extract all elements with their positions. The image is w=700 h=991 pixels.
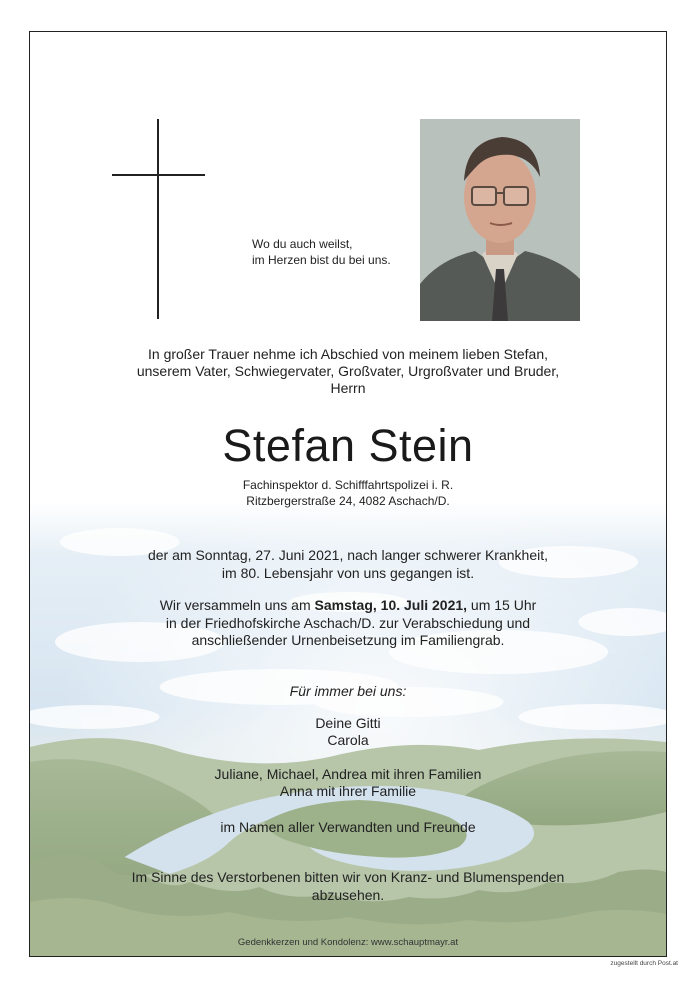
- mourner-name: Deine Gitti: [315, 715, 381, 731]
- delivered-by-note: zugestellt durch Post.at: [610, 960, 678, 967]
- relatives-line: im Namen aller Verwandten und Freunde: [220, 819, 476, 835]
- motto-line: Wo du auch weilst,: [252, 237, 353, 251]
- funeral-time: um 15 Uhr: [467, 597, 537, 613]
- death-line: der am Sonntag, 27. Juni 2021, nach langer schwerer Krankheit,: [147, 547, 549, 563]
- mourner-name: Juliane, Michael, Andrea mit ihren Familien: [214, 766, 482, 782]
- death-notice: [30, 547, 666, 582]
- intro-text: [30, 346, 666, 397]
- intro-line: unserem Vater, Schwiegervater, Großvater, Urgroßvater und Bruder,: [136, 363, 560, 379]
- portrait-photo: [420, 119, 580, 321]
- request-line: Im Sinne des Verstorbenen bitten wir von Kranz- und Blumenspenden: [131, 869, 565, 885]
- deceased-address: Ritzbergerstraße 24, 4082 Aschach/D.: [246, 493, 450, 508]
- cross-icon: [157, 119, 159, 319]
- deceased-title: Fachinspektor d. Schifffahrtspolizei i. R.: [242, 478, 454, 492]
- deceased-name: Stefan Stein: [222, 420, 474, 471]
- obituary-card: [29, 31, 667, 957]
- motto-line: im Herzen bist du bei uns.: [252, 253, 391, 267]
- intro-line: In großer Trauer nehme ich Abschied von meinem lieben Stefan,: [148, 346, 548, 362]
- funeral-line: [30, 597, 666, 615]
- funeral-line: in der Friedhofskirche Aschach/D. zur Verabschiedung und: [165, 614, 531, 631]
- mourners-group: [30, 766, 666, 800]
- deceased-details: [30, 478, 666, 509]
- mourners-heading: Für immer bei uns:: [289, 683, 407, 699]
- mourner-name: Carola: [327, 731, 369, 748]
- motto: [252, 236, 391, 268]
- donation-request: [30, 869, 666, 904]
- funeral-intro: Wir versammeln uns am: [159, 597, 315, 613]
- funeral-notice: [30, 597, 666, 650]
- mourner-name: Anna mit ihrer Familie: [279, 783, 417, 799]
- funeral-line: anschließender Urnenbeisetzung im Familiengrab.: [191, 632, 505, 648]
- request-line: abzusehen.: [311, 886, 385, 903]
- mourners-group: [30, 715, 666, 748]
- funeral-date: Samstag, 10. Juli 2021,: [314, 597, 468, 613]
- cross-icon-bar: [112, 174, 205, 176]
- intro-line: Herrn: [330, 380, 366, 396]
- death-line: im 80. Lebensjahr von uns gegangen ist.: [221, 564, 475, 581]
- condolence-link[interactable]: Gedenkkerzen und Kondolenz: www.schauptmayr.at: [237, 937, 459, 948]
